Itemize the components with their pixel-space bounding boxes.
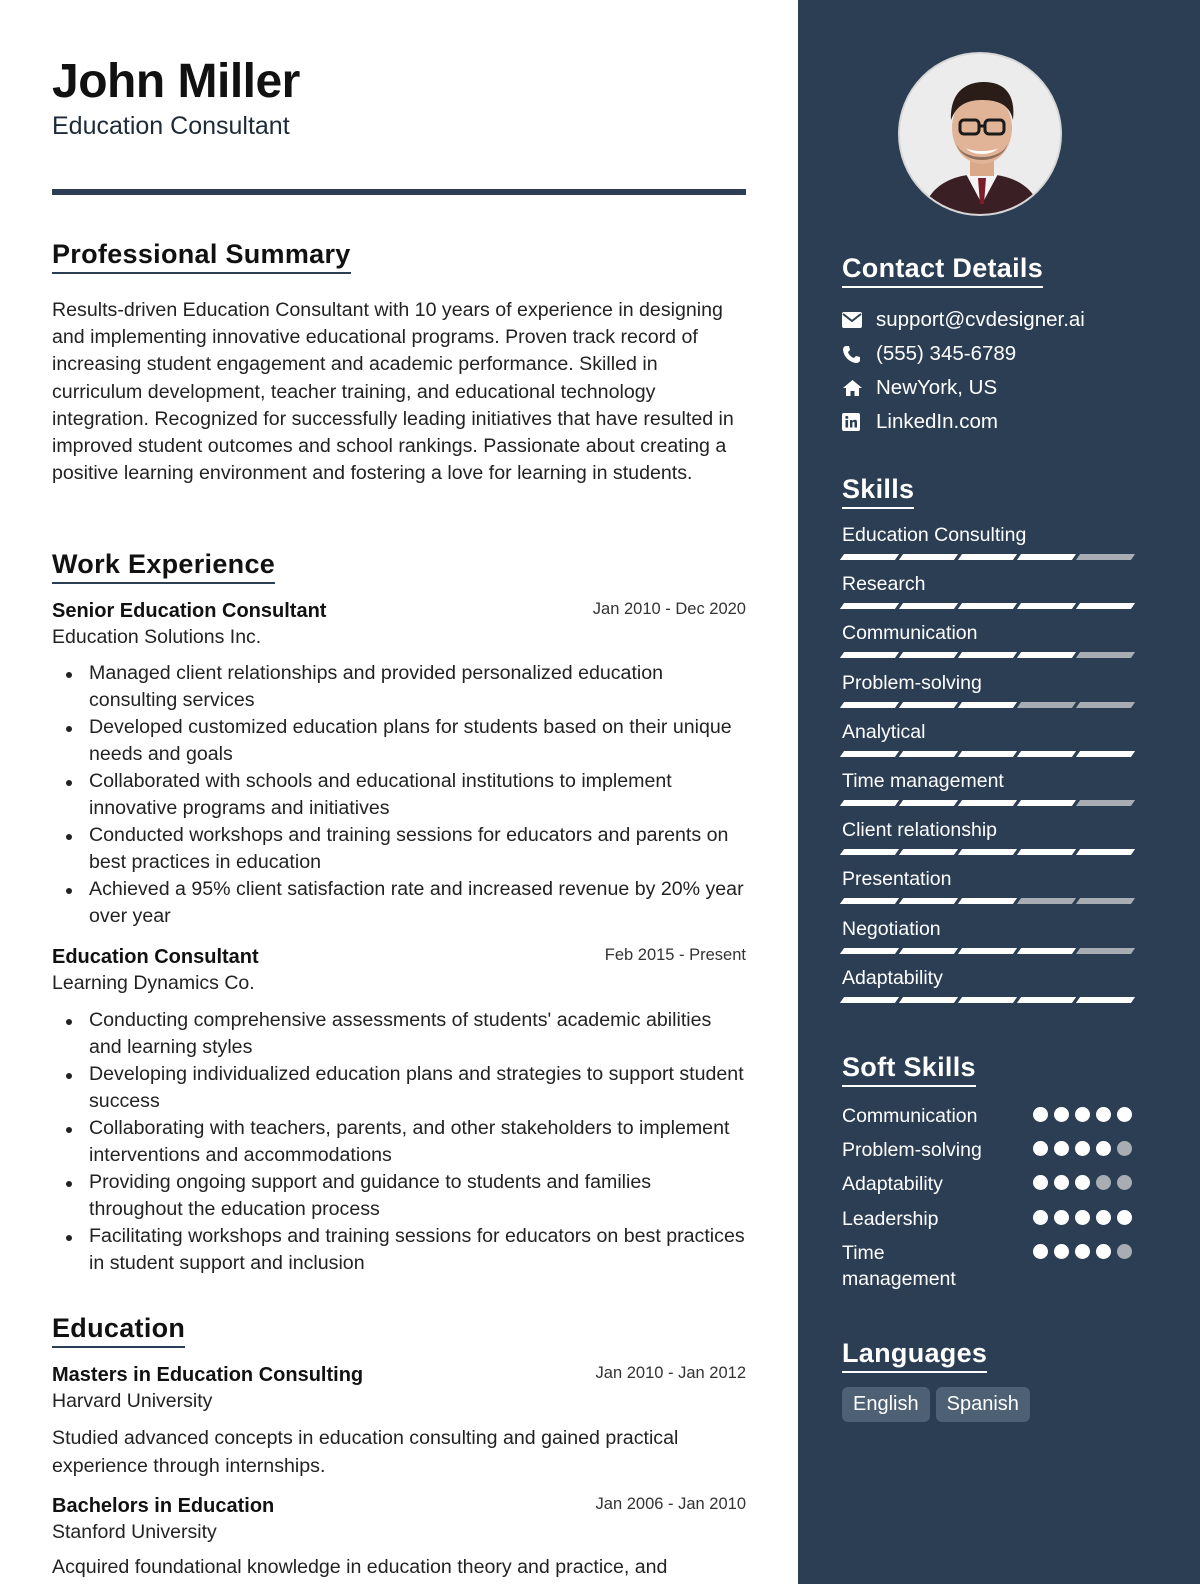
soft-skill-name: Communication [842,1105,978,1127]
job-header [52,600,746,649]
education-header [52,1364,746,1413]
skill-level-segment [1076,751,1135,757]
skill-level-bar [842,603,1136,610]
section-title-soft-skills: Soft Skills [842,1052,976,1087]
skill-level-segment [958,997,1017,1003]
candidate-title: Education Consultant [52,112,290,140]
skill-level-segment [1017,603,1076,609]
header-divider [52,189,746,195]
skill-level-segment [899,948,958,954]
skill-level-segment [958,702,1017,708]
skill-level-bar [842,702,1136,709]
skill-level-segment [1076,603,1135,609]
person-avatar-icon [900,54,1062,216]
job-company: Education Solutions Inc. [52,626,262,648]
skill-name: Presentation [842,868,952,891]
rating-dot [1096,1175,1111,1190]
rating-dot [1075,1210,1090,1225]
skill-name: Client relationship [842,819,998,842]
skill-level-segment [899,554,958,560]
contact-phone[interactable] [842,337,1162,371]
section-title-skills: Skills [842,474,914,509]
skill-level-segment [899,652,958,658]
education-date: Jan 2010 - Jan 2012 [595,1364,746,1382]
skill-level-segment [1017,702,1076,708]
skill-level-segment [899,997,958,1003]
envelope-icon [842,312,876,328]
skill-level-segment [899,702,958,708]
skill-level-bar [842,652,1136,659]
list-item: Conducted workshops and training sessions for educators and parents on best practices in education [52,822,746,876]
education-header [52,1495,746,1544]
list-item: Conducting comprehensive assessments of students' academic abilities and learning styles [52,1007,746,1061]
skill-level-bar [842,554,1136,561]
rating-dot [1117,1244,1132,1259]
skill-level-segment [1076,997,1135,1003]
skill-level-segment [1017,652,1076,658]
section-title-summary: Professional Summary [52,239,351,274]
rating-dot [1075,1107,1090,1122]
skill-item [842,672,1136,709]
skill-level-segment [840,898,899,904]
education-description: Acquired foundational knowledge in education theory and practice, and [52,1556,668,1578]
rating-dot [1075,1244,1090,1259]
skill-level-segment [1017,554,1076,560]
job-date: Jan 2010 - Dec 2020 [592,600,746,618]
list-item: Managed client relationships and provided personalized education consulting services [52,660,746,714]
rating-dot [1096,1244,1111,1259]
job-bullets [52,1007,746,1277]
skill-item [842,918,1136,955]
list-item: Collaborating with teachers, parents, and other stakeholders to implement interventions and accommodations [52,1115,746,1169]
section-title-languages: Languages [842,1338,987,1373]
skill-item [842,819,1136,856]
skill-level-segment [1076,652,1135,658]
section-title-contact: Contact Details [842,253,1043,288]
list-item: Developing individualized education plans and strategies to support student success [52,1061,746,1115]
rating-dot [1054,1141,1069,1156]
rating-dot [1033,1210,1048,1225]
skill-level-segment [1076,948,1135,954]
section-title-work: Work Experience [52,549,275,584]
education-school: Stanford University [52,1521,217,1543]
rating-dot [1075,1175,1090,1190]
rating-dot [1033,1141,1048,1156]
rating-dot [1033,1244,1048,1259]
rating-dot [1054,1210,1069,1225]
soft-skill-rating [1033,1175,1132,1190]
rating-dot [1054,1244,1069,1259]
skill-level-bar [842,948,1136,955]
rating-dot [1117,1210,1132,1225]
soft-skill-name: Adaptability [842,1173,943,1195]
phone-icon [842,345,876,364]
skill-level-segment [1017,997,1076,1003]
skill-level-segment [840,702,899,708]
skill-item [842,524,1136,561]
skill-level-segment [899,751,958,757]
skill-level-segment [899,849,958,855]
skill-name: Negotiation [842,917,941,940]
list-item: Achieved a 95% client satisfaction rate and increased revenue by 20% year over year [52,876,746,930]
skill-level-segment [1076,800,1135,806]
language-tag: Spanish [936,1387,1030,1422]
soft-skill-item [842,1103,1136,1129]
skill-level-segment [958,800,1017,806]
skill-level-segment [840,751,899,757]
skill-level-bar [842,898,1136,905]
skill-level-segment [958,603,1017,609]
soft-skill-item [842,1240,1136,1292]
education-description: Studied advanced concepts in education consulting and gained practical experience through internships. [52,1427,679,1477]
skill-level-bar [842,751,1136,758]
skill-name: Time management [842,770,1004,792]
job-header [52,946,746,995]
rating-dot [1054,1107,1069,1122]
contact-location-text: NewYork, US [876,376,998,399]
skill-level-segment [899,603,958,609]
skill-name: Research [842,573,926,596]
skill-level-bar [842,849,1136,856]
rating-dot [1117,1141,1132,1156]
skill-level-segment [1076,898,1135,904]
skill-level-segment [1017,948,1076,954]
job-bullets [52,660,746,930]
job-role: Education Consultant [52,946,259,968]
skill-level-segment [1017,898,1076,904]
candidate-name: John Miller [52,55,300,108]
list-item: Providing ongoing support and guidance to students and families throughout the education process [52,1169,746,1223]
rating-dot [1033,1107,1048,1122]
skill-level-segment [840,997,899,1003]
skill-level-segment [840,948,899,954]
skill-level-segment [899,800,958,806]
skill-level-segment [1017,751,1076,757]
summary-text: Results-driven Education Consultant with 10 years of experience in designing and implementing innovative educational programs. Proven track record of increasing student engagement and academic performance. Skilled in curriculum development, teacher training, and educational technology integration. Recognized for successfully leading initiatives that have resulted in improved student outcomes and school rankings. Passionate about creating a positive learning environment and fostering a love for learning in students. [52,299,734,485]
education-degree: Bachelors in Education [52,1495,275,1517]
soft-skill-rating [1033,1107,1132,1122]
skill-level-segment [840,849,899,855]
soft-skill-name: Time management [842,1242,956,1290]
rating-dot [1096,1141,1111,1156]
contact-linkedin-text: LinkedIn.com [876,410,998,433]
list-item: Developed customized education plans for students based on their unique needs and goals [52,714,746,768]
skill-level-segment [1017,849,1076,855]
languages-list [842,1387,1030,1422]
contact-list [842,303,1162,439]
soft-skill-item [842,1171,1136,1197]
job-date: Feb 2015 - Present [604,946,746,964]
soft-skill-rating [1033,1210,1132,1225]
skill-level-segment [1076,849,1135,855]
soft-skill-name: Problem-solving [842,1139,982,1161]
job-role: Senior Education Consultant [52,600,327,622]
soft-skill-rating [1033,1244,1132,1259]
skill-name: Education Consulting [842,524,1027,546]
rating-dot [1117,1107,1132,1122]
soft-skill-item [842,1137,1136,1163]
soft-skill-name: Leadership [842,1208,939,1230]
skill-item [842,573,1136,610]
education-school: Harvard University [52,1390,213,1412]
skill-item [842,967,1136,1004]
list-item: Collaborated with schools and educational institutions to implement innovative programs and initiatives [52,768,746,822]
home-icon [842,379,876,397]
skill-level-bar [842,800,1136,807]
list-item: Facilitating workshops and training sessions for educators on best practices in student support and inclusion [52,1223,746,1277]
rating-dot [1096,1210,1111,1225]
skill-level-segment [840,603,899,609]
skill-level-segment [840,800,899,806]
skill-level-segment [899,898,958,904]
education-degree: Masters in Education Consulting [52,1364,364,1386]
rating-dot [1033,1175,1048,1190]
contact-location [842,371,1162,405]
skill-level-segment [958,898,1017,904]
skill-level-segment [958,554,1017,560]
linkedin-icon [842,413,876,431]
skill-level-segment [1076,702,1135,708]
section-title-education: Education [52,1313,185,1348]
skill-item [842,721,1136,758]
rating-dot [1117,1175,1132,1190]
language-tag: English [842,1387,930,1422]
soft-skill-item [842,1206,1136,1232]
skill-level-segment [958,652,1017,658]
skill-item [842,868,1136,905]
profile-photo [898,52,1062,216]
skill-level-segment [840,554,899,560]
job-company: Learning Dynamics Co. [52,972,255,994]
contact-phone-text: (555) 345-6789 [876,342,1017,365]
soft-skill-rating [1033,1141,1132,1156]
rating-dot [1054,1175,1069,1190]
skill-level-bar [842,997,1136,1004]
skill-level-segment [1076,554,1135,560]
contact-email[interactable] [842,303,1162,337]
contact-email-text: support@cvdesigner.ai [876,308,1085,331]
rating-dot [1075,1141,1090,1156]
skill-item [842,770,1136,807]
skill-level-segment [958,751,1017,757]
rating-dot [1096,1107,1111,1122]
skill-name: Communication [842,622,978,645]
skill-name: Analytical [842,720,926,743]
skill-level-segment [958,948,1017,954]
skill-level-segment [840,652,899,658]
skill-item [842,622,1136,659]
skill-name: Adaptability [842,966,943,989]
skill-level-segment [1017,800,1076,806]
education-date: Jan 2006 - Jan 2010 [595,1495,746,1513]
skill-level-segment [958,849,1017,855]
contact-linkedin[interactable] [842,405,1162,439]
skill-name: Problem-solving [842,671,982,694]
